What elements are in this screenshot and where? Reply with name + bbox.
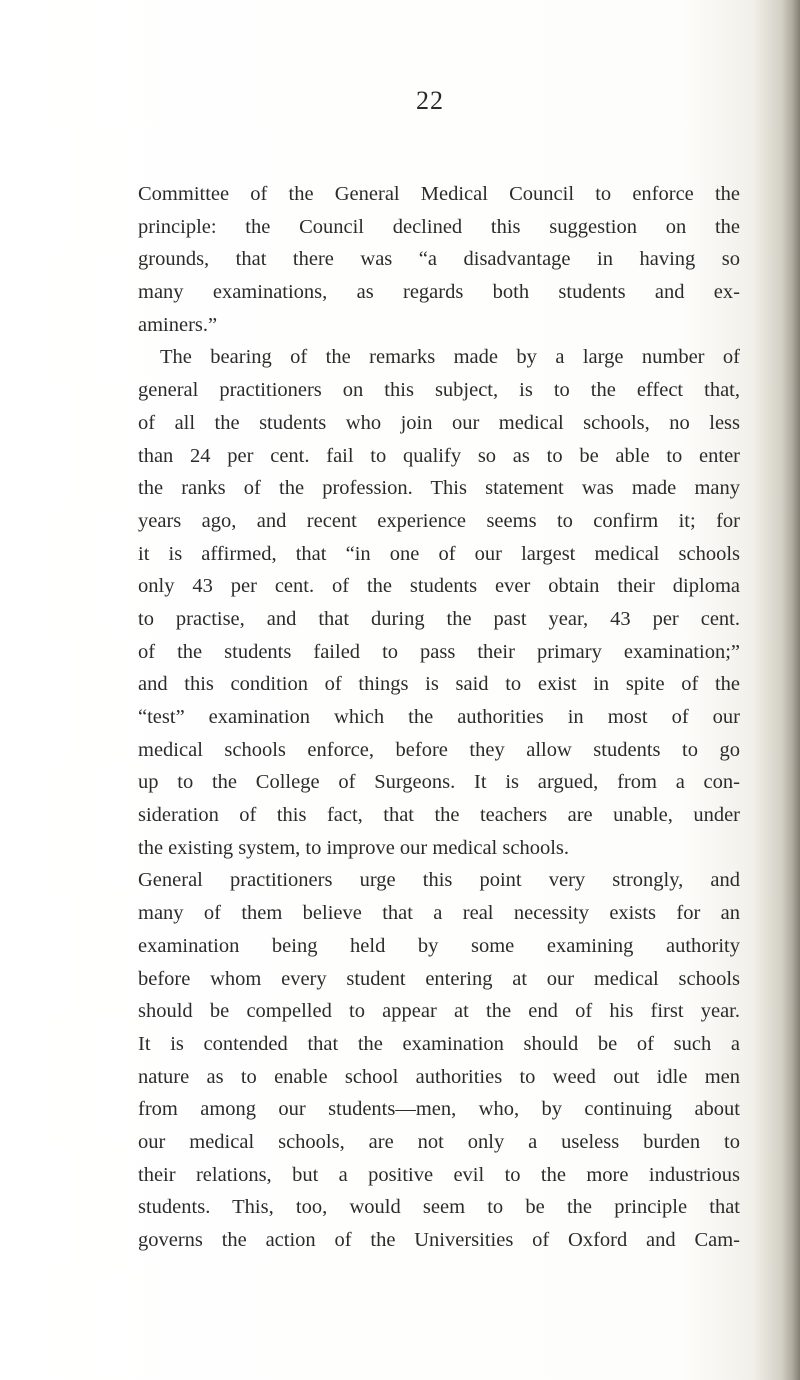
text-line: years ago, and recent experience seems to confirm it; for [138,509,740,532]
text-line: of the students failed to pass their primary examination;” [138,640,740,663]
text-line: only 43 per cent. of the students ever obtain their diploma [138,575,740,598]
text-line: aminers.” [138,313,218,336]
text-line: nature as to enable school authorities to weed out idle men [138,1065,740,1088]
text-line: and this condition of things is said to exist in spite of the [138,673,740,696]
text-line: our medical schools, are not only a useless burden to [138,1130,740,1153]
text-line: principle: the Council declined this suggestion on the [138,215,740,238]
page-binding-edge [782,0,800,1380]
text-line: the existing system, to improve our medical schools. [138,836,570,859]
text-line: governs the action of the Universities of Oxford and Cam- [138,1229,740,1251]
text-line: the ranks of the profession. This statement was made many [138,477,740,500]
text-line: should be compelled to appear at the end of his first year. [138,1000,740,1023]
text-line: medical schools enforce, before they allow students to go [138,738,740,761]
text-line: their relations, but a positive evil to the more industrious [138,1163,740,1186]
text-line: it is affirmed, that “in one of our largest medical schools [138,542,740,565]
text-line: students. This, too, would seem to be the principle that [138,1196,740,1219]
text-line: than 24 per cent. fail to qualify so as to be able to enter [138,444,740,467]
text-line: many of them believe that a real necessity exists for an [138,902,740,925]
text-line: The bearing of the remarks made by a large number of [160,346,740,369]
text-line: from among our students—men, who, by continuing about [138,1098,740,1121]
text-line: It is contended that the examination should be of such a [138,1032,740,1055]
body-text [138,178,740,1257]
page-number: 22 [416,86,444,115]
text-line: many examinations, as regards both students and ex- [138,281,740,304]
text-line: up to the College of Surgeons. It is argued, from a con- [138,771,740,794]
text-line: general practitioners on this subject, is to the effect that, [138,379,740,402]
text-line: “test” examination which the authorities in most of our [138,706,740,728]
text-line: examination being held by some examining authority [138,934,740,957]
text-line: to practise, and that during the past year, 43 per cent. [138,607,740,630]
text-line: of all the students who join our medical schools, no less [138,411,740,434]
text-line: grounds, that there was “a disadvantage in having so [138,248,740,271]
text-line: General practitioners urge this point very strongly, and [138,869,740,892]
text-line: Committee of the General Medical Council to enforce the [138,183,740,205]
text-line: sideration of this fact, that the teachers are unable, under [138,804,740,827]
text-line: before whom every student entering at our medical schools [138,967,740,990]
